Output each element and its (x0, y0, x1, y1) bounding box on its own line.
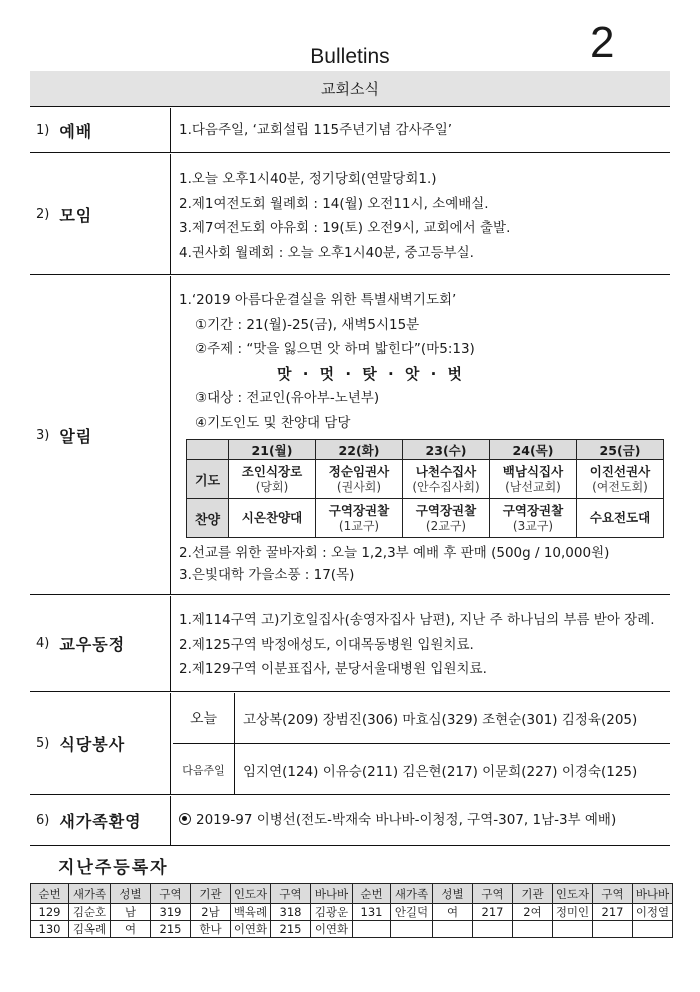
notice-line: 2.제1여전도회 월례회 : 14(월) 오전11시, 소예배실. (179, 195, 489, 212)
column-header: 순번 (353, 884, 391, 904)
table-cell (633, 921, 673, 938)
table-cell: 여 (433, 904, 473, 921)
notice-line: 2.제125구역 박정애성도, 이대목동병원 입원치료. (179, 636, 474, 653)
notice-line: 3.은빛대학 가을소풍 : 17(목) (179, 567, 355, 583)
column-header: 구역 (473, 884, 513, 904)
table-cell (513, 921, 553, 938)
notice-line: 1.오늘 오후1시40분, 정기당회(연말당회1.) (179, 171, 437, 187)
schedule-cell: 조인식장로 (당회) (229, 460, 316, 499)
table-cell: 김옥례 (69, 921, 111, 938)
table-cell: 130 (31, 921, 69, 938)
section-label (30, 596, 171, 691)
registrants-table (30, 883, 673, 938)
schedule-row-label: 기도 (187, 460, 229, 499)
section-content (173, 596, 670, 691)
section-announcements (30, 276, 670, 595)
column-header: 새가족 (69, 884, 111, 904)
schedule-cell: 구역장권찰 (2교구) (403, 499, 490, 538)
table-cell (353, 921, 391, 938)
table-cell: 김순호 (69, 904, 111, 921)
column-header: 순번 (31, 884, 69, 904)
notice-line: 2.제129구역 이분표집사, 분당서울대병원 입원치료. (179, 661, 487, 677)
registrants-title: 지난주등록자 (58, 858, 169, 878)
page-title: Bulletins (310, 45, 390, 68)
column-header: 인도자 (231, 884, 271, 904)
section-title: 예배 (59, 121, 93, 141)
section-label (30, 796, 171, 845)
meal-day-label: 오늘 (173, 693, 235, 743)
column-header: 바나바 (311, 884, 353, 904)
section-title: 교우동정 (59, 635, 126, 654)
section-title: 식당봉사 (59, 735, 126, 754)
page-number: 2 (590, 18, 615, 67)
column-header: 구역 (151, 884, 191, 904)
table-cell: 안길덕 (391, 904, 433, 921)
table-cell: 129 (31, 904, 69, 921)
section-number: 3) (36, 427, 50, 443)
table-cell: 215 (151, 921, 191, 938)
table-row (31, 921, 673, 938)
section-number: 1) (36, 122, 50, 138)
schedule-header-row (187, 440, 664, 460)
meal-row-next (173, 744, 670, 795)
column-header: 바나바 (633, 884, 673, 904)
schedule-row-label: 찬양 (187, 499, 229, 538)
prayer-schedule-table (186, 439, 664, 538)
section-number: 2) (36, 206, 50, 222)
schedule-day: 22(화) (316, 440, 403, 460)
notice-line: 4.권사회 월례회 : 오늘 오후1시40분, 중고등부실. (179, 244, 474, 261)
section-meetings (30, 154, 670, 275)
notice-detail: ②주제 : “맛을 잃으면 앗 하며 밟힌다”(마5:13) (195, 341, 475, 357)
theme-emphasis: 맛 · 멋 · 탓 · 앗 · 벗 (277, 364, 466, 383)
column-header: 성별 (433, 884, 473, 904)
table-cell: 한나 (191, 921, 231, 938)
meal-volunteers: 임지연(124) 이유승(211) 김은현(217) 이문희(227) 이경숙(125) (243, 763, 638, 780)
notice-line: 3.제7여전도회 야유회 : 19(토) 오전9시, 교회에서 출발. (179, 220, 511, 236)
section-new-family (30, 796, 670, 846)
column-header: 구역 (593, 884, 633, 904)
meal-volunteers: 고상복(209) 장범진(306) 마효심(329) 조현순(301) 김정육(205) (243, 712, 638, 728)
section-number: 6) (36, 813, 50, 828)
section-kitchen-service (30, 693, 670, 795)
table-cell: 백육례 (231, 904, 271, 921)
new-family-entry: 2019-97 이병선(전도-박재숙 바나바-이청정, 구역-307, 1남-3부 예배) (196, 812, 617, 828)
section-content (173, 108, 670, 152)
section-title: 알림 (59, 426, 93, 446)
section-label (30, 276, 171, 594)
table-cell: 2여 (513, 904, 553, 921)
notice-line: 1.다음주일, ‘교회설립 115주년기념 감사주일’ (179, 122, 453, 138)
table-cell: 김광운 (311, 904, 353, 921)
table-cell: 남 (111, 904, 151, 921)
section-label (30, 154, 171, 274)
table-cell (433, 921, 473, 938)
table-cell: 이정열 (633, 904, 673, 921)
section-number: 4) (36, 636, 50, 651)
section-label (30, 108, 171, 152)
section-number: 5) (36, 736, 50, 751)
table-cell (473, 921, 513, 938)
table-cell: 정미인 (553, 904, 593, 921)
schedule-cell: 백남식집사 (남선교회) (490, 460, 577, 499)
schedule-cell: 나천수집사 (안수집사회) (403, 460, 490, 499)
schedule-cell: 정순임권사 (권사회) (316, 460, 403, 499)
schedule-cell: 구역장권찰 (3교구) (490, 499, 577, 538)
section-content (173, 276, 670, 594)
schedule-cell: 시온찬양대 (229, 499, 316, 538)
table-cell: 217 (593, 904, 633, 921)
section-title: 모임 (59, 205, 93, 225)
schedule-day: 21(월) (229, 440, 316, 460)
column-header: 새가족 (391, 884, 433, 904)
schedule-row-praise (187, 499, 664, 538)
notice-detail: ①기간 : 21(월)-25(금), 새벽5시15분 (195, 316, 420, 333)
table-cell: 이연화 (311, 921, 353, 938)
table-cell: 318 (271, 904, 311, 921)
section-content (173, 154, 670, 274)
table-cell (593, 921, 633, 938)
notice-detail: ③대상 : 전교인(유아부-노년부) (195, 390, 380, 406)
column-header: 기관 (191, 884, 231, 904)
radio-bullet-icon (179, 813, 191, 825)
section-content (173, 693, 670, 794)
section-title: 새가족환영 (59, 812, 142, 831)
schedule-cell: 이진선권사 (여전도회) (577, 460, 664, 499)
schedule-corner (187, 440, 229, 460)
table-cell: 이연화 (231, 921, 271, 938)
table-cell: 2남 (191, 904, 231, 921)
table-cell: 여 (111, 921, 151, 938)
column-header: 구역 (271, 884, 311, 904)
notice-line: 1.제114구역 고)기호일집사(송영자집사 남편), 지난 주 하나님의 부름 받아 장례. (179, 612, 655, 628)
column-header: 성별 (111, 884, 151, 904)
section-label (30, 693, 171, 794)
table-cell (391, 921, 433, 938)
schedule-cell: 구역장권찰 (1교구) (316, 499, 403, 538)
table-row (31, 904, 673, 921)
table-cell: 319 (151, 904, 191, 921)
table-cell: 131 (353, 904, 391, 921)
schedule-cell: 수요전도대 (577, 499, 664, 538)
column-header: 인도자 (553, 884, 593, 904)
section-banner: 교회소식 (30, 71, 670, 107)
table-cell: 215 (271, 921, 311, 938)
registrants-header-row (31, 884, 673, 904)
notice-line: 1.‘2019 아름다운결실을 위한 특별새벽기도회’ (179, 292, 457, 308)
section-content (173, 796, 670, 845)
schedule-row-prayer (187, 460, 664, 499)
meal-row-today (173, 693, 670, 744)
section-member-news (30, 596, 670, 692)
schedule-day: 23(수) (403, 440, 490, 460)
notice-line: 2.선교를 위한 꿀바자회 : 오늘 1,2,3부 예배 후 판매 (500g / 10,000원) (179, 545, 610, 561)
table-cell (553, 921, 593, 938)
column-header: 기관 (513, 884, 553, 904)
notice-detail: ④기도인도 및 찬양대 담당 (195, 414, 351, 431)
meal-day-label: 다음주일 (173, 744, 235, 795)
schedule-day: 24(목) (490, 440, 577, 460)
section-worship (30, 108, 670, 153)
schedule-day: 25(금) (577, 440, 664, 460)
table-cell: 217 (473, 904, 513, 921)
